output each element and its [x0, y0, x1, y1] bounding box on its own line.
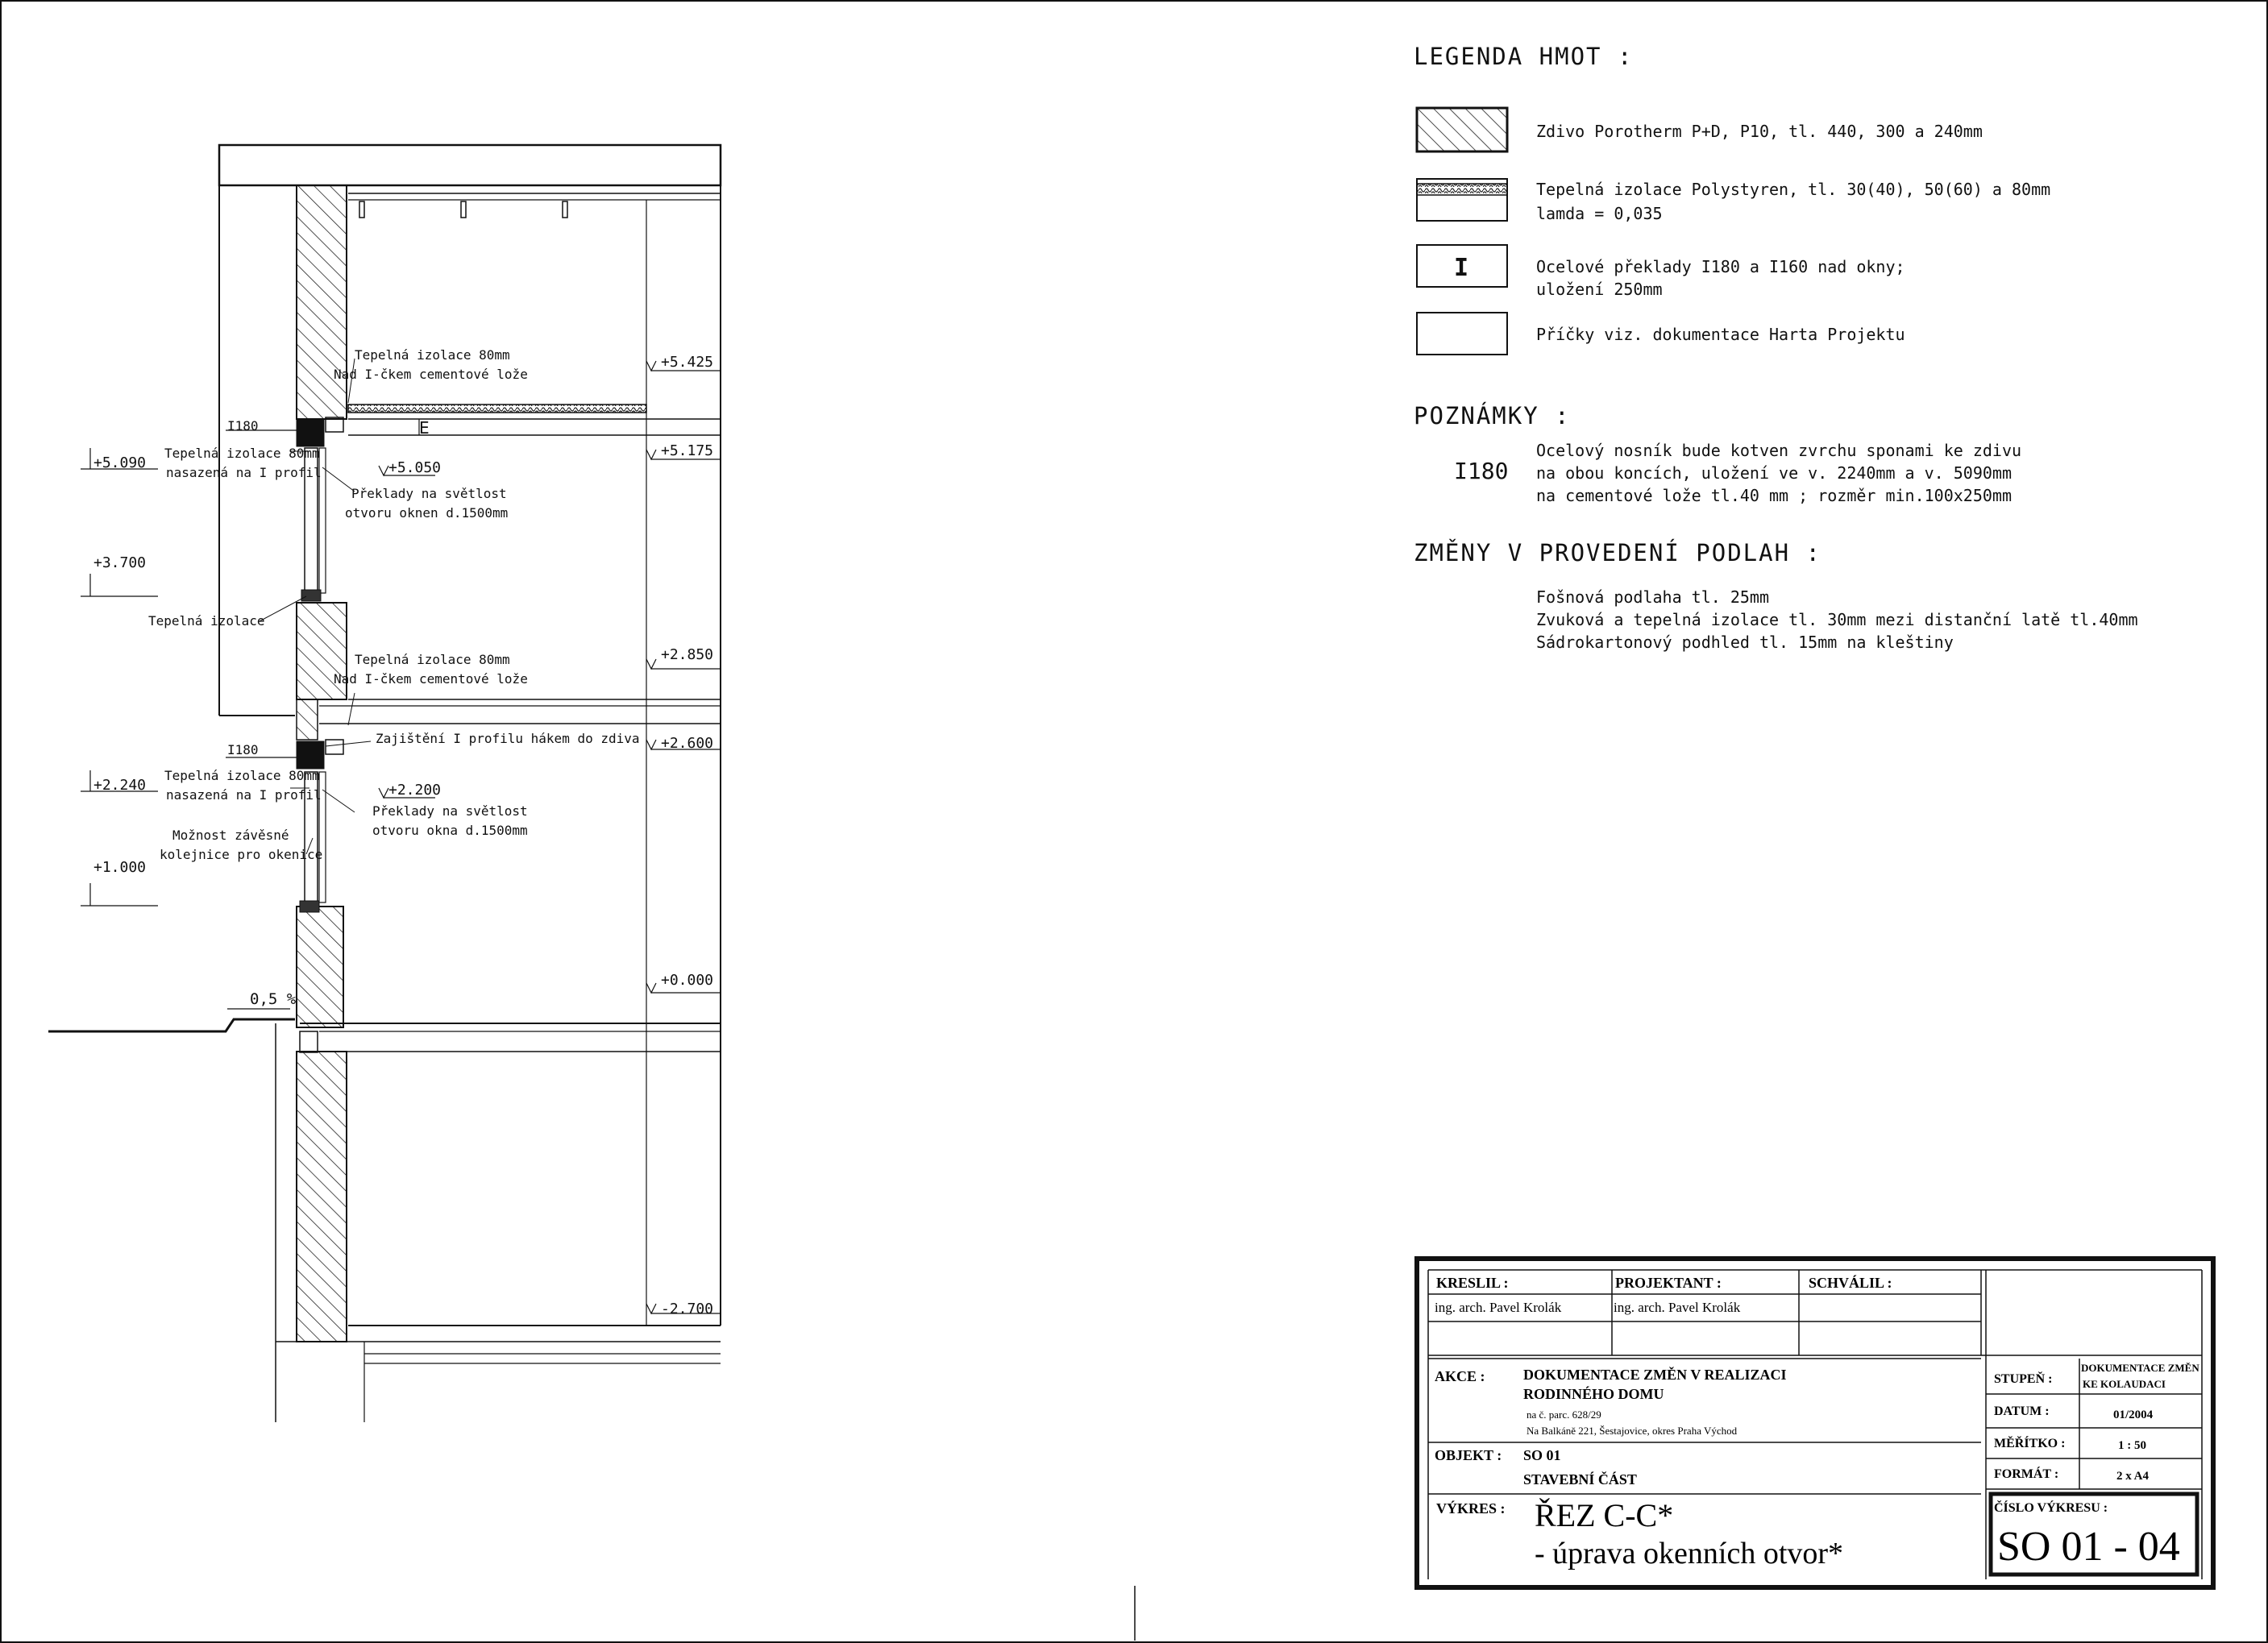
notes-line: Ocelový nosník bude kotven zvrchu sponami ke zdivu	[1536, 441, 2022, 460]
changes-line: Fošnová podlaha tl. 25mm	[1536, 587, 1769, 607]
beam-tag: I180	[227, 418, 259, 434]
objekt-label: OBJEKT :	[1435, 1447, 1502, 1463]
legend-item-text: lamda = 0,035	[1536, 204, 1663, 223]
note-text: Tepelná izolace 80mm	[164, 446, 320, 461]
level-label: +2.240	[93, 777, 147, 794]
level-label: +2.600	[661, 735, 714, 752]
level-label: +5.175	[661, 442, 714, 459]
akce-label: AKCE :	[1435, 1368, 1485, 1384]
schvalil-label: SCHVÁLIL :	[1809, 1275, 1892, 1291]
notes-title: POZNÁMKY :	[1414, 402, 1571, 429]
projektant-label: PROJEKTANT :	[1615, 1275, 1722, 1291]
note-text: Nad I-čkem cementové lože	[334, 367, 528, 382]
level-label: -2.700	[661, 1301, 714, 1317]
akce-line: RODINNÉHO DOMU	[1523, 1386, 1664, 1402]
stupen-line: DOKUMENTACE ZMĚN	[2081, 1362, 2199, 1374]
kreslil-label: KRESLIL :	[1436, 1275, 1509, 1291]
notes-section	[1414, 402, 2138, 652]
level-label: +5.090	[93, 454, 147, 471]
note-text: otvoru oknen d.1500mm	[345, 505, 509, 521]
legend-title: LEGENDA HMOT :	[1414, 43, 1634, 70]
slope-label: 0,5 %	[250, 990, 297, 1008]
changes-line: Sádrokartonový podhled tl. 15mm na kleštiny	[1536, 633, 1954, 652]
changes-title: ZMĚNY V PROVEDENÍ PODLAH :	[1414, 539, 1821, 566]
legend-item-text: Příčky viz. dokumentace Harta Projektu	[1536, 325, 1905, 344]
level-label: +3.700	[93, 554, 147, 571]
level-label: +1.000	[93, 859, 147, 876]
stupen-line: KE KOLAUDACI	[2083, 1378, 2166, 1390]
section-drawing	[48, 145, 721, 1422]
note-text: Tepelná izolace 80mm	[355, 347, 510, 363]
beam-tag: I180	[227, 742, 259, 757]
objekt-line: SO 01	[1523, 1447, 1561, 1463]
legend-item-text: Ocelové překlady I180 a I160 nad okny;	[1536, 257, 1905, 276]
vykres-label: VÝKRES :	[1436, 1500, 1506, 1516]
level-label: +0.000	[661, 972, 714, 989]
cislo-value: SO 01 - 04	[1997, 1524, 2180, 1570]
notes-line: na cementové lože tl.40 mm ; rozměr min.100x250mm	[1536, 486, 2013, 505]
level-label: +5.425	[661, 354, 714, 371]
legend	[1414, 43, 2050, 355]
akce-line: na č. parc. 628/29	[1527, 1409, 1601, 1421]
changes-line: Zvuková a tepelná izolace tl. 30mm mezi distanční latě tl.40mm	[1536, 610, 2138, 629]
note-text: Zajištění I profilu hákem do zdiva	[376, 731, 640, 746]
legend-item-text: Tepelná izolace Polystyren, tl. 30(40), 50(60) a 80mm	[1536, 180, 2051, 199]
legend-item-text: uložení 250mm	[1536, 280, 1663, 299]
note-text: Překlady na světlost	[351, 486, 507, 501]
note-text: Tepelná izolace	[148, 613, 265, 629]
meritko-label: MĚŘÍTKO :	[1994, 1437, 2066, 1450]
vykres-line: ŘEZ C-C*	[1535, 1497, 1674, 1533]
stupen-label: STUPEŇ :	[1994, 1372, 2053, 1386]
note-text: Tepelná izolace 80mm	[355, 652, 510, 667]
note-text: Překlady na světlost	[372, 803, 528, 819]
format-label: FORMÁT :	[1994, 1467, 2059, 1481]
level-label: +5.050	[388, 459, 442, 476]
kreslil-value: ing. arch. Pavel Krolák	[1435, 1300, 1562, 1315]
beam-mark: E	[419, 418, 430, 438]
partition-icon	[1417, 313, 1507, 355]
datum-label: DATUM :	[1994, 1404, 2050, 1418]
level-label: +2.850	[661, 646, 714, 663]
brick-hatch-icon	[1417, 108, 1507, 151]
akce-line: Na Balkáně 221, Šestajovice, okres Praha Východ	[1527, 1425, 1738, 1437]
legend-item-text: Zdivo Porotherm P+D, P10, tl. 440, 300 a 240mm	[1536, 122, 1983, 141]
format-value: 2 x A4	[2116, 1470, 2150, 1483]
akce-line: DOKUMENTACE ZMĚN V REALIZACI	[1523, 1367, 1787, 1383]
note-text: kolejnice pro okenice	[160, 847, 323, 862]
vykres-line: - úprava okenních otvor*	[1535, 1537, 1844, 1570]
note-text: Možnost závěsné	[172, 828, 289, 843]
notes-tag: I180	[1454, 458, 1509, 484]
steel-beam-symbol: I	[1454, 254, 1469, 282]
note-text: nasazená na I profil	[166, 465, 322, 480]
note-text: nasazená na I profil	[166, 787, 322, 803]
title-block	[1417, 1259, 2213, 1587]
cislo-label: ČÍSLO VÝKRESU :	[1994, 1501, 2108, 1515]
note-text: Tepelná izolace 80mm	[164, 768, 320, 783]
projektant-value: ing. arch. Pavel Krolák	[1614, 1300, 1741, 1315]
meritko-value: 1 : 50	[2118, 1439, 2146, 1452]
objekt-line: STAVEBNÍ ČÁST	[1523, 1471, 1637, 1487]
notes-line: na obou koncích, uložení ve v. 2240mm a v. 5090mm	[1536, 463, 2013, 483]
note-text: Nad I-čkem cementové lože	[334, 671, 528, 687]
note-text: otvoru okna d.1500mm	[372, 823, 528, 838]
level-label: +2.200	[388, 782, 442, 799]
datum-value: 01/2004	[2113, 1409, 2154, 1421]
